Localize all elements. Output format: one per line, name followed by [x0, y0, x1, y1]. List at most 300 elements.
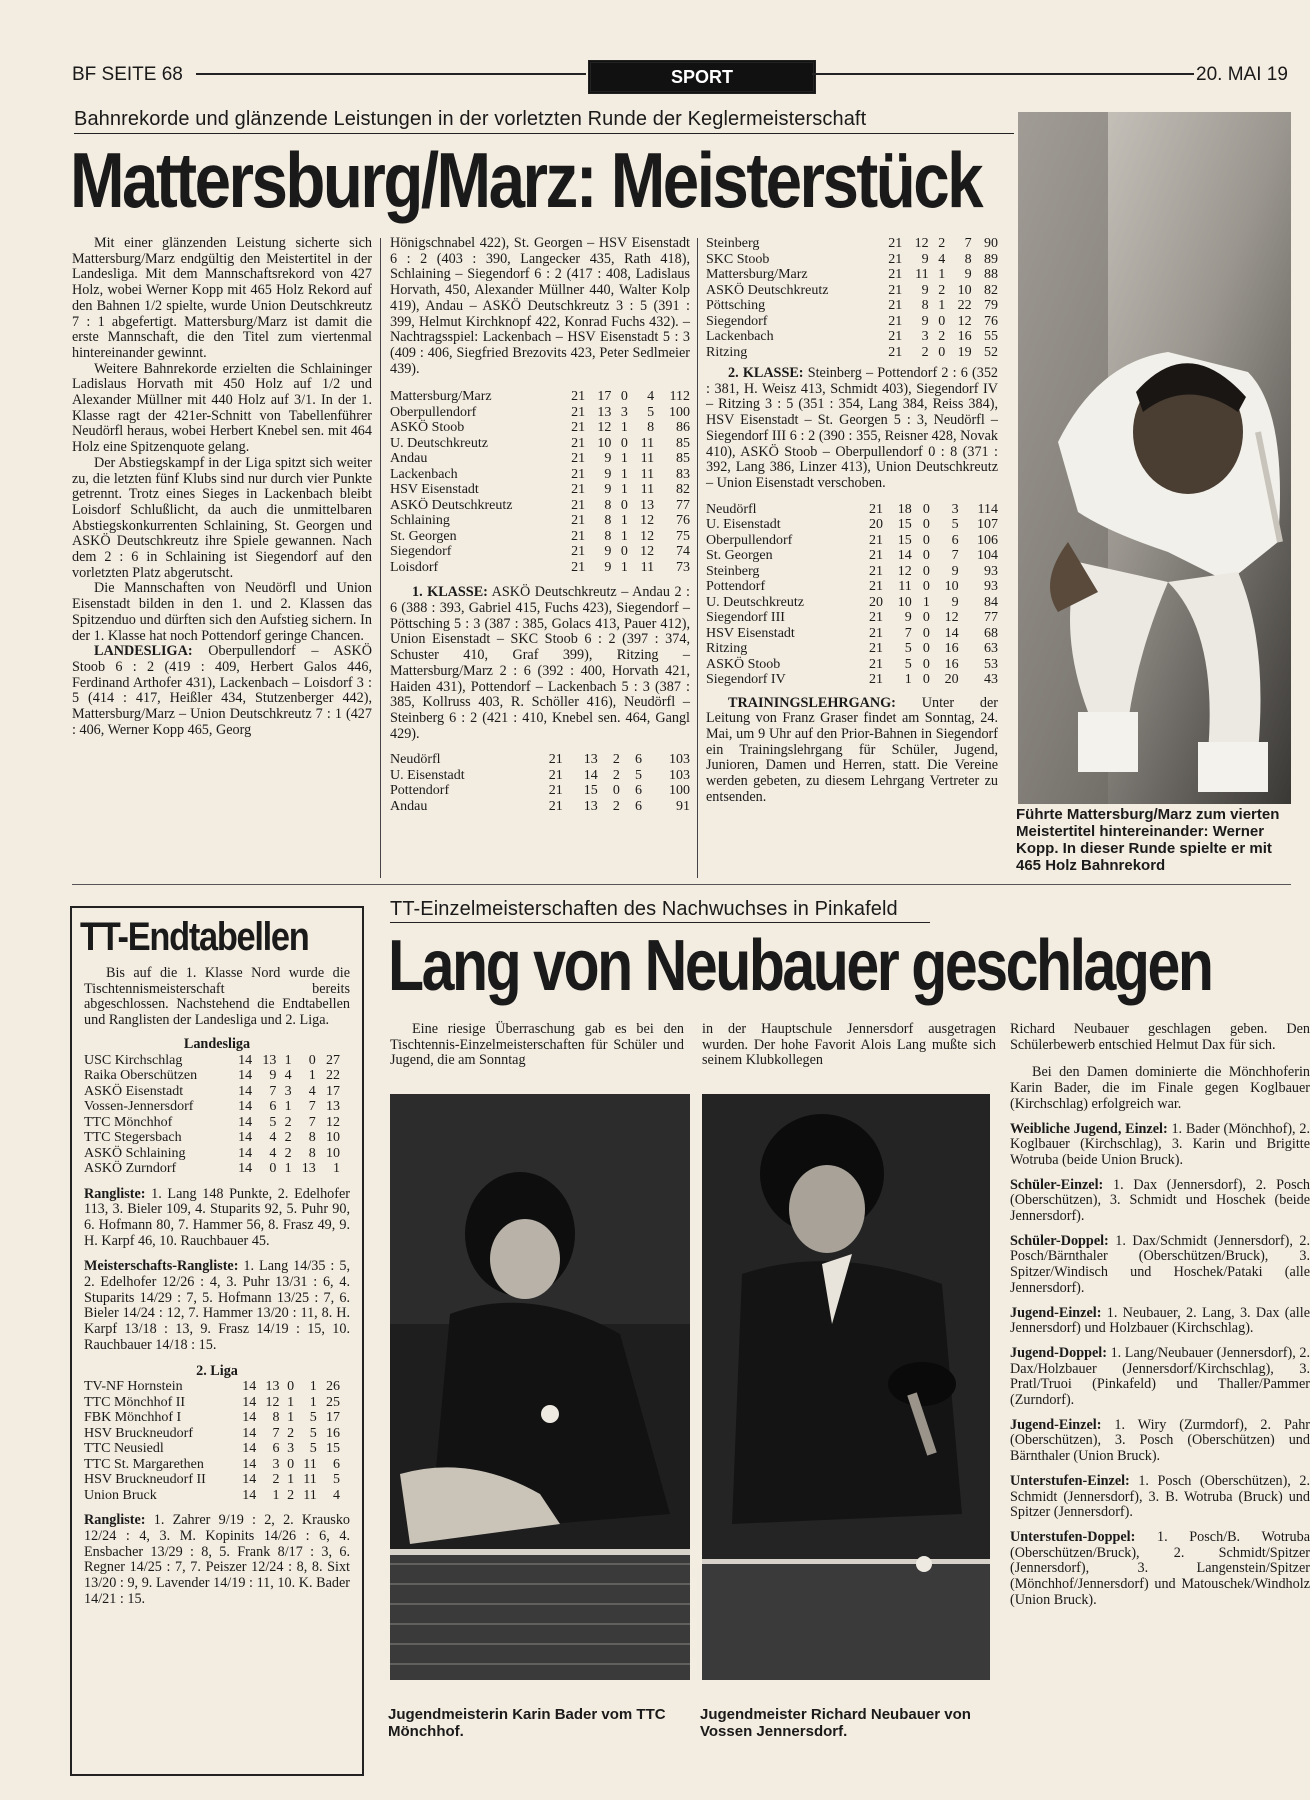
table-row — [706, 610, 998, 626]
team-name: Mattersburg/Marz — [390, 389, 492, 405]
stat-value: 22 — [957, 298, 972, 313]
stat-value: 10 — [957, 282, 972, 298]
table-row — [706, 502, 998, 518]
team-name: TTC St. Margarethen — [84, 1456, 204, 1472]
stat-value: 9 — [269, 1068, 277, 1084]
team-name: ASKÖ Stoob — [390, 420, 465, 436]
stat-value: 21 — [548, 752, 563, 768]
table-row — [390, 752, 690, 768]
table-row — [84, 1146, 340, 1162]
stat-value: 12 — [897, 563, 912, 579]
stat-value: 16 — [944, 641, 959, 657]
kicker-rule — [74, 133, 1014, 134]
paragraph: Weitere Bahnrekorde erzielten die Schlaininger Ladislaus Horvath mit 450 Holz auf 1/2 und Alexander Müllner mit 440 Holz auf 3/1. In der 1. Klasse ragt der 421er-Schnitt von Tabellenführer Neudörfl heraus, wobei Herbert Knebel sen. mit 464 Holz eine Spitzenquote gelang. — [72, 360, 372, 456]
stat-value: 85 — [676, 435, 690, 451]
article2-headline: Lang von Neubauer geschlagen — [388, 926, 1212, 1006]
stat-value: 2 — [921, 344, 929, 360]
stat-value: 2 — [284, 1114, 292, 1130]
stat-value: 63 — [984, 641, 998, 657]
stat-value: 75 — [676, 528, 690, 544]
stat-value: 9 — [604, 544, 612, 560]
tt-meister-text: 1. Lang 14/35 : 5, 2. Edelhofer 12/26 : 4, 3. Puhr 13/31 : 6, 4. Stuparits 14/29 : 7, 5. Hofmann 13/25 : 7, 6. Bieler 14/24 : 12, 7. Hammer 13/20 : 11, 8. H. Karpf 13/18 : 13, 9. Frasz 14/19 : 15, 10. Rauchbauer 14/18 : 15. — [84, 1258, 350, 1353]
team-name: St. Georgen — [706, 548, 773, 564]
result-label: Schüler-Doppel: — [1010, 1232, 1109, 1249]
stat-value: 1 — [620, 451, 628, 467]
klasse1-table-part1 — [390, 752, 690, 814]
stat-value: 19 — [957, 344, 972, 360]
tt-rangliste2-label: Rangliste: — [84, 1512, 146, 1529]
team-name: Lackenbach — [706, 329, 774, 344]
stat-value: 107 — [977, 517, 998, 533]
stat-value: 21 — [571, 497, 586, 513]
table-row — [706, 236, 998, 252]
landesliga-table — [390, 389, 690, 575]
stat-value: 5 — [309, 1425, 317, 1441]
stat-value: 21 — [571, 559, 586, 575]
table-row — [84, 1472, 340, 1488]
stat-value: 10 — [944, 579, 959, 595]
photo-richard-neubauer — [702, 1094, 990, 1680]
tt-endtabellen-box — [70, 906, 364, 1776]
klasse1-label: 1. KLASSE: — [412, 584, 488, 601]
stat-value: 8 — [647, 420, 655, 436]
team-name: ASKÖ Eisenstadt — [84, 1083, 184, 1099]
stat-value: 10 — [897, 594, 912, 610]
result-label: Jugend-Einzel: — [1010, 1416, 1102, 1433]
stat-value: 12 — [326, 1114, 340, 1130]
article2-col3 — [1010, 1022, 1310, 1609]
paragraph — [84, 1187, 350, 1250]
stat-value: 8 — [604, 497, 612, 513]
stat-value: 3 — [620, 404, 628, 420]
bowler-photo-illustration — [1018, 112, 1291, 804]
stat-value: 2 — [284, 1130, 292, 1146]
stat-value: 21 — [868, 501, 883, 517]
table-row — [390, 451, 690, 467]
paragraph — [72, 644, 372, 738]
stat-value: 7 — [272, 1425, 280, 1441]
stat-value: 89 — [984, 251, 998, 267]
stat-value: 1 — [620, 466, 628, 482]
article2-col3-crop — [1010, 1021, 1310, 1782]
column-rule — [697, 238, 698, 878]
team-name: Oberpullendorf — [390, 404, 477, 420]
stat-value: 3 — [284, 1083, 292, 1099]
table-row — [706, 533, 998, 549]
training-text: Unter der Leitung von Franz Graser findet am Sonntag, 24. Mai, um 9 Uhr auf den Prior-Bahnen in Siegendorf ein Trainingslehrgang für Schüler, Jugend, Junioren, Damen und Herren, statt. Die Vereine werden gebeten, zu diesem Lehrgang Vertreter zu entsenden. — [706, 694, 998, 805]
stat-value: 7 — [308, 1099, 316, 1115]
stat-value: 16 — [326, 1425, 340, 1441]
stat-value: 14 — [583, 767, 598, 783]
stat-value: 13 — [640, 497, 655, 513]
tt-liga2-heading: 2. Liga — [196, 1362, 238, 1379]
stat-value: 103 — [669, 767, 690, 783]
stat-value: 20 — [868, 594, 883, 610]
klasse1-results: ASKÖ Deutschkreutz – Andau 2 : 6 (388 : 393, Gabriel 415, Fuchs 423), Siegendorf – Pöttsching 5 : 3 (387 : 385, Golacs 413, Pauer 412), Union Eisenstadt – SKC Stoob 6 : 2 (397 : 374, Schuster 410, Graf 399), Ritzing – Mattersburg/Marz 2 : 6 (392 : 400, Horvath 421, Haiden 431), Pottendorf – Lackenbach 5 : 3 (387 : 385, Kollruss 403, R. Schöller 416), Neudörfl – Steinberg 6 : 2 (421 : 410, Knebel sen. 464, Gangl 429). — [390, 584, 690, 742]
stat-value: 7 — [904, 625, 912, 641]
table-row — [706, 267, 998, 283]
stat-value: 1 — [284, 1161, 292, 1177]
team-name: ASKÖ Deutschkreutz — [390, 497, 513, 513]
team-name: ASKÖ Zurndorf — [84, 1161, 177, 1177]
klasse1-table-part2 — [706, 236, 998, 360]
stat-value: 13 — [326, 1099, 340, 1115]
table-row — [84, 1099, 340, 1115]
stat-value: 0 — [308, 1052, 316, 1068]
stat-value: 11 — [640, 466, 655, 482]
stat-value: 21 — [571, 513, 586, 529]
stat-value: 0 — [620, 389, 628, 405]
stat-value: 77 — [984, 610, 998, 626]
stat-value: 21 — [868, 610, 883, 626]
stat-value: 8 — [308, 1145, 316, 1161]
table-row — [390, 420, 690, 436]
stat-value: 91 — [676, 798, 690, 814]
table-row — [390, 768, 690, 784]
stat-value: 17 — [326, 1083, 340, 1099]
stat-value: 13 — [265, 1379, 280, 1395]
stat-value: 0 — [938, 344, 946, 360]
table-row — [84, 1488, 340, 1504]
team-name: U. Deutschkreutz — [390, 435, 488, 451]
article1-col2 — [390, 236, 690, 814]
column-rule — [380, 238, 381, 878]
team-name: ASKÖ Stoob — [706, 656, 781, 672]
team-name: TTC Mönchhof — [84, 1114, 173, 1130]
stat-value: 21 — [548, 783, 563, 799]
stat-value: 52 — [984, 344, 998, 360]
stat-value: 1 — [938, 298, 946, 313]
tt-rangliste2-text: 1. Zahrer 9/19 : 2, 2. Krausko 12/24 : 4, 3. M. Kopinits 14/26 : 6, 4. Ensbacher 13/29 : 8, 5. Frank 8/17 : 3, 6. Regner 14/25 : 7, 7. Peiszer 12/24 : 8, 8. Sixt 13/20 : 9, 9. Lavender 14/19 : 11, 10. K. Bader 14/21 : 15. — [84, 1512, 351, 1607]
stat-value: 21 — [888, 313, 903, 329]
result-text: 1. Dax/Schmidt (Jennersdorf), 2. Posch/Bärnthaler (Oberschützen/Bruck), 3. Spitzer/Windisch und Hoschek/Pataki (alle Jennersdorf). — [1010, 1232, 1310, 1296]
paragraph: Eine riesige Überraschung gab es bei den Tischtennis-Einzelmeisterschaften für Schüler und Jugend, die am Sonntag — [390, 1021, 684, 1069]
stat-value: 14 — [242, 1394, 257, 1410]
table-row — [706, 283, 998, 299]
team-name: Mattersburg/Marz — [706, 267, 808, 282]
stat-value: 13 — [597, 404, 612, 420]
section-badge: SPORT — [588, 60, 816, 94]
stat-value: 4 — [269, 1145, 277, 1161]
stat-value: 9 — [604, 451, 612, 467]
paragraph: in der Hauptschule Jennersdorf ausgetragen wurden. Der hohe Favorit Alois Lang mußte sich seinem Klubkollegen — [702, 1021, 996, 1069]
stat-value: 53 — [984, 656, 998, 672]
stat-value: 21 — [571, 451, 586, 467]
stat-value: 5 — [309, 1410, 317, 1426]
stat-value: 21 — [888, 282, 903, 298]
stat-value: 5 — [333, 1472, 340, 1488]
stat-value: 21 — [571, 528, 586, 544]
landesliga-results: Oberpullendorf – ASKÖ Stoob 6 : 2 (419 : 409, Herbert Galos 446, Ferdinand Arthofer 431), Lackenbach – Loisdorf 3 : 5 (414 : 417, Heißler 434, Stutzenberger 442), Mattersburg/Marz – Union Deutschkreutz 7 : 1 (427 : 406, Werner Kopp 465, Georg — [72, 643, 372, 738]
stat-value: 74 — [676, 544, 690, 560]
result-text: 1. Posch (Oberschützen), 2. Schmidt (Jennersdorf), 3. B. Wotruba (Bruck) und Spitzer (Jennersdorf). — [1010, 1472, 1310, 1521]
stat-value: 93 — [984, 563, 998, 579]
stat-value: 79 — [984, 298, 998, 313]
stat-value: 5 — [904, 641, 912, 657]
stat-value: 1 — [620, 559, 628, 575]
result-label: Jugend-Einzel: — [1010, 1304, 1102, 1321]
team-name: Andau — [390, 798, 428, 814]
stat-value: 14 — [242, 1456, 257, 1472]
stat-value: 43 — [984, 672, 998, 688]
result-entry — [1010, 1474, 1310, 1521]
photo-karin-bader — [390, 1094, 690, 1680]
table-row — [390, 436, 690, 452]
stat-value: 25 — [326, 1394, 340, 1410]
team-name: ASKÖ Schlaining — [84, 1145, 186, 1161]
stat-value: 12 — [640, 544, 655, 560]
stat-value: 6 — [269, 1099, 277, 1115]
stat-value: 8 — [272, 1410, 280, 1426]
team-name: Siegendorf — [390, 544, 452, 560]
table-row — [84, 1395, 340, 1411]
team-name: St. Georgen — [390, 528, 457, 544]
team-name: SKC Stoob — [706, 251, 770, 267]
paragraph: Die Mannschaften von Neudörfl und Union Eisenstadt bilden in den 1. und 2. Klassen das Spitzenduo und dürften sich den Aufstieg sichern. In der 1. Klasse hat noch Pottendorf geringe Chancen. — [72, 580, 372, 644]
table-row — [390, 544, 690, 560]
paragraph: Mit einer glänzenden Leistung sicherte sich Mattersburg/Marz endgültig den Meistertitel in der Landesliga. Mit dem Mannschaftsrekord von 427 Holz, wobei Werner Kopp mit 465 Holz Rekord auf den Bahnen 1/2 spielte, wurde Union Deutschkreutz 7 : 1 abgefertigt. Mattersburg/Marz ist damit die erste Mannschaft, die den Titel zum viertenmal hintereinander gewinnt. — [72, 235, 372, 361]
table-row — [84, 1068, 340, 1084]
stat-value: 11 — [303, 1456, 317, 1472]
team-name: Pottendorf — [706, 579, 766, 595]
stat-value: 17 — [326, 1410, 340, 1426]
result-text: 1. Wiry (Zurmdorf), 2. Pahr (Oberschützen), 3. Posch (Oberschützen) und Bärnthaler (Union Bruck). — [1010, 1416, 1310, 1465]
stat-value: 21 — [888, 236, 903, 251]
header-rule-right — [812, 73, 1194, 75]
stat-value: 5 — [269, 1114, 277, 1130]
stat-value: 6 — [635, 783, 642, 799]
stat-value: 0 — [922, 532, 930, 548]
stat-value: 26 — [326, 1379, 340, 1395]
stat-value: 2 — [938, 236, 946, 251]
stat-value: 1 — [284, 1052, 292, 1068]
kicker-rule-2 — [390, 922, 930, 923]
stat-value: 86 — [676, 420, 690, 436]
stat-value: 21 — [868, 579, 883, 595]
stat-value: 103 — [669, 752, 690, 768]
stat-value: 13 — [583, 798, 598, 814]
table-row — [84, 1457, 340, 1473]
stat-value: 0 — [269, 1161, 277, 1177]
table-row — [390, 783, 690, 799]
article1-kicker: Bahnrekorde und glänzende Leistungen in der vorletzten Runde der Keglermeisterschaft — [74, 108, 867, 130]
table-row — [706, 345, 998, 361]
paragraph — [706, 366, 998, 492]
result-label: Unterstufen-Doppel: — [1010, 1528, 1136, 1545]
stat-value: 73 — [676, 559, 690, 575]
table-row — [84, 1426, 340, 1442]
stat-value: 11 — [640, 435, 655, 451]
stat-value: 11 — [640, 559, 655, 575]
stat-value: 82 — [676, 482, 690, 498]
stat-value: 1 — [284, 1099, 292, 1115]
stat-value: 17 — [597, 389, 612, 405]
stat-value: 1 — [309, 1379, 317, 1395]
stat-value: 0 — [938, 313, 946, 329]
stat-value: 14 — [238, 1052, 253, 1068]
result-entry — [1010, 1122, 1310, 1169]
stat-value: 20 — [944, 672, 959, 688]
paragraph: Hönigschnabel 422), St. Georgen – HSV Eisenstadt 6 : 2 (403 : 390, Langecker 435, Rath 418), Schlaining – Siegendorf 6 : 2 (417 : 408, Ladislaus Horvath, 450, Alexander Müllner 440, Walter Kolp 419), Andau – ASKÖ Deutschkreutz 3 : 5 (391 : 399, Helmut Kirchknopf 422, Konrad Fuchs 432). – Nachtragsspiel: Lackenbach – HSV Eisenstadt 5 : 3 (409 : 406, Siegfried Brezovits 423, Peter Sedlmeier 439). — [390, 235, 690, 377]
result-label: Weibliche Jugend, Einzel: — [1010, 1120, 1168, 1137]
stat-value: 21 — [571, 482, 586, 498]
team-name: FBK Mönchhof I — [84, 1410, 182, 1426]
stat-value: 0 — [620, 435, 628, 451]
stat-value: 20 — [868, 517, 883, 533]
stat-value: 112 — [669, 389, 690, 405]
stat-value: 3 — [921, 329, 929, 344]
stat-value: 1 — [287, 1472, 295, 1488]
stat-value: 14 — [242, 1379, 257, 1395]
table-row — [84, 1410, 340, 1426]
stat-value: 9 — [604, 482, 612, 498]
caption-richard-neubauer: Jugendmeister Richard Neubauer von Vossen Jennersdorf. — [700, 1706, 971, 1740]
result-label: Unterstufen-Einzel: — [1010, 1472, 1130, 1489]
stat-value: 14 — [944, 625, 959, 641]
stat-value: 11 — [915, 267, 929, 282]
stat-value: 0 — [612, 783, 620, 799]
stat-value: 21 — [868, 672, 883, 688]
stat-value: 9 — [604, 466, 612, 482]
team-name: TTC Neusiedl — [84, 1441, 164, 1457]
stat-value: 8 — [308, 1130, 316, 1146]
stat-value: 1 — [620, 482, 628, 498]
stat-value: 12 — [914, 236, 929, 251]
stat-value: 12 — [640, 513, 655, 529]
stat-value: 9 — [921, 282, 929, 298]
table-row — [390, 513, 690, 529]
team-name: Ritzing — [706, 641, 748, 657]
team-name: U. Eisenstadt — [390, 767, 465, 783]
tt-rangliste-text: 1. Lang 148 Punkte, 2. Edelhofer 113, 3. Bieler 109, 4. Stuparits 92, 5. Puhr 90, 6. Hofmann 80, 7. Hammer 56, 8. Frasz 49, 9. H. Karpf 46, 10. Rauchbauer 45. — [84, 1185, 350, 1249]
article2-kicker: TT-Einzelmeisterschaften des Nachwuchses in Pinkafeld — [390, 898, 898, 920]
stat-value: 8 — [604, 528, 612, 544]
result-entry — [1010, 1178, 1310, 1225]
stat-value: 4 — [938, 251, 946, 267]
stat-value: 11 — [303, 1487, 317, 1503]
stat-value: 5 — [951, 517, 959, 533]
stat-value: 1 — [287, 1394, 295, 1410]
stat-value: 0 — [287, 1379, 295, 1395]
stat-value: 22 — [326, 1068, 340, 1084]
team-name: TTC Stegersbach — [84, 1130, 182, 1146]
stat-value: 9 — [951, 594, 959, 610]
team-name: Union Bruck — [84, 1487, 157, 1503]
tt-landesliga-table — [84, 1053, 340, 1177]
stat-value: 1 — [309, 1394, 317, 1410]
stat-value: 15 — [326, 1441, 340, 1457]
stat-value: 3 — [272, 1456, 280, 1472]
table-row — [706, 548, 998, 564]
landesliga-label: LANDESLIGA: — [94, 643, 193, 660]
table-row — [706, 329, 998, 345]
stat-value: 4 — [333, 1487, 340, 1503]
paragraph — [390, 585, 690, 742]
stat-value: 0 — [922, 610, 930, 626]
table-row — [706, 626, 998, 642]
stat-value: 13 — [583, 752, 598, 768]
stat-value: 0 — [922, 672, 930, 688]
team-name: Vossen-Jennersdorf — [84, 1099, 194, 1115]
stat-value: 14 — [238, 1161, 253, 1177]
stat-value: 2 — [287, 1487, 295, 1503]
stat-value: 21 — [548, 767, 563, 783]
stat-value: 7 — [269, 1083, 277, 1099]
stat-value: 77 — [676, 497, 690, 513]
stat-value: 21 — [571, 404, 586, 420]
stat-value: 0 — [287, 1456, 295, 1472]
klasse2-label: 2. KLASSE: — [728, 365, 804, 381]
stat-value: 16 — [957, 329, 972, 344]
result-text: 1. Bader (Mönchhof), 2. Koglbauer (Kirchschlag), 3. Karin und Brigitte Wotruba (beide Union Bruck). — [1010, 1120, 1310, 1168]
team-name: TTC Mönchhof II — [84, 1394, 186, 1410]
stat-value: 90 — [984, 236, 998, 251]
stat-value: 3 — [287, 1441, 295, 1457]
stat-value: 2 — [612, 767, 620, 783]
paragraph: Richard Neubauer geschlagen geben. Den Schülerbewerb entschied Helmut Dax für sich. — [1010, 1021, 1310, 1053]
stat-value: 2 — [938, 282, 946, 298]
article2-intro-col1 — [390, 1022, 684, 1069]
team-name: Neudörfl — [706, 501, 757, 517]
stat-value: 5 — [904, 656, 912, 672]
stat-value: 0 — [620, 497, 628, 513]
stat-value: 9 — [904, 610, 912, 626]
stat-value: 2 — [938, 329, 946, 344]
tt-liga2-table — [84, 1379, 340, 1503]
table-row — [84, 1379, 340, 1395]
stat-value: 14 — [242, 1410, 257, 1426]
paragraph — [706, 696, 998, 806]
team-name: Loisdorf — [390, 559, 439, 575]
stat-value: 13 — [262, 1052, 277, 1068]
table-row — [390, 560, 690, 576]
team-name: HSV Eisenstadt — [390, 482, 479, 498]
stat-value: 2 — [272, 1472, 280, 1488]
table-row — [84, 1084, 340, 1100]
stat-value: 12 — [640, 528, 655, 544]
team-name: Siegendorf — [706, 313, 768, 329]
team-name: ASKÖ Deutschkreutz — [706, 282, 829, 298]
photo-werner-kopp — [1018, 112, 1291, 804]
team-name: TV-NF Hornstein — [84, 1379, 183, 1395]
result-label: Schüler-Einzel: — [1010, 1176, 1104, 1193]
result-entry — [1010, 1306, 1310, 1337]
stat-value: 0 — [922, 656, 930, 672]
result-text: 1. Neubauer, 2. Lang, 3. Dax (alle Jennersdorf) und Holzbauer (Kirchschlag). — [1010, 1304, 1310, 1337]
team-name: Andau — [390, 451, 428, 467]
stat-value: 8 — [964, 251, 972, 267]
tt-meister-label: Meisterschafts-Rangliste: — [84, 1258, 239, 1275]
stat-value: 7 — [308, 1114, 316, 1130]
stat-value: 21 — [868, 548, 883, 564]
stat-value: 10 — [326, 1130, 340, 1146]
paragraph — [84, 1259, 350, 1353]
stat-value: 6 — [635, 752, 642, 768]
stat-value: 21 — [888, 344, 903, 360]
stat-value: 12 — [944, 610, 959, 626]
stat-value: 76 — [676, 513, 690, 529]
stat-value: 9 — [921, 313, 929, 329]
stat-value: 104 — [977, 548, 998, 564]
stat-value: 7 — [951, 548, 959, 564]
stat-value: 9 — [951, 563, 959, 579]
stat-value: 9 — [921, 251, 929, 267]
table-row — [390, 405, 690, 421]
article1-headline: Mattersburg/Marz: Meisterstück — [70, 136, 982, 224]
stat-value: 0 — [922, 501, 930, 517]
stat-value: 1 — [922, 594, 930, 610]
stat-value: 82 — [984, 282, 998, 298]
